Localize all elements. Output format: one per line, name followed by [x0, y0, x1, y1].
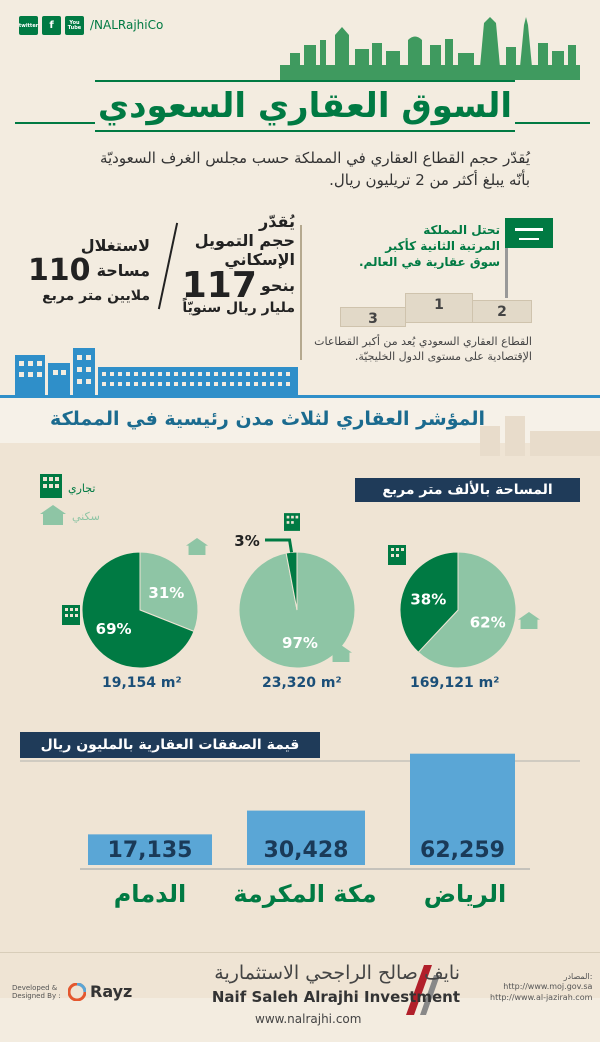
- makkah-commercial-icon: [284, 513, 300, 531]
- riyadh-residential-icon: [518, 612, 540, 629]
- ranking-line-3: سوق عقارية في العالم.: [359, 255, 500, 270]
- title-banner: [95, 80, 515, 132]
- sources: [490, 972, 592, 1003]
- developed-by-label: Developed & Designed By :: [12, 984, 61, 1000]
- bar-label-dammam: 17,135: [107, 838, 193, 863]
- area-tab: المساحة بالألف متر مربع: [355, 478, 580, 502]
- intro-line-1: يُقدّر حجم القطاع العقاري في المملكة حسب مجلس الغرف السعوديّة: [99, 149, 530, 167]
- dammam-commercial-icon: [62, 605, 80, 625]
- makkah-residential-icon: [330, 645, 352, 662]
- makkah-area-total: 23,320 m²: [262, 675, 342, 691]
- pie-label-0-0: 69%: [95, 619, 132, 638]
- ranking-line-2: المرتبة الثانية كأكبر: [385, 239, 500, 254]
- pie-label-2-1: 62%: [469, 613, 506, 632]
- podium-third: 3: [340, 307, 406, 327]
- pie-label-2-0: 38%: [410, 590, 447, 609]
- riyadh-area-total: 169,121 m²: [410, 675, 500, 691]
- commercial-building-icon: [40, 474, 62, 498]
- company-name-ar: نايف صالح الراجحي الاستثمارية: [214, 962, 460, 984]
- bar-label-makkah: 30,428: [263, 838, 349, 863]
- rayz-label: Rayz: [90, 982, 133, 1001]
- city-name-dammam: الدمام: [113, 880, 187, 908]
- finance-label-3: الإسكاني: [224, 250, 295, 269]
- section2-title: المؤشر العقاري لثلاث مدن رئيسية في المملكة: [50, 408, 485, 430]
- ranking-note: [272, 335, 532, 365]
- section-buildings-decor: [480, 416, 600, 456]
- sources-label: المصادر:: [563, 972, 593, 981]
- pie-label-1-0: 3%: [234, 532, 260, 550]
- source-link-1[interactable]: http://www.moj.gov.sa: [503, 982, 593, 992]
- land-stat: [20, 236, 150, 304]
- youtube-icon[interactable]: You Tube: [65, 16, 84, 35]
- saudi-flag-icon: [505, 218, 553, 252]
- finance-label-2: حجم التمويل: [194, 231, 295, 250]
- finance-prefix: بنحو: [260, 276, 295, 295]
- finance-stat: [150, 212, 295, 316]
- rayz-logo-icon: [68, 983, 86, 1001]
- flag-pole: [505, 248, 508, 298]
- footer-divider: [0, 952, 600, 953]
- ranking-note-line-2: الإقتصادية على مستوى الدول الخليجيّة.: [354, 349, 532, 363]
- intro-line-2: بأنّه يبلغ أكثر من 2 تريليون ريال.: [329, 170, 530, 189]
- pie-leader-1: [265, 540, 292, 552]
- legend-residential: سكني: [72, 510, 100, 523]
- deals-tab: قيمة الصفقات العقارية بالمليون ريال: [20, 732, 320, 758]
- rayz-logo[interactable]: [68, 982, 132, 1001]
- podium-first: 1: [405, 293, 473, 323]
- ranking-note-line-1: القطاع العقاري السعودي يُعد من أكبر القطاعات: [314, 335, 532, 348]
- pie-label-1-1: 97%: [282, 633, 318, 652]
- pie-label-0-1: 31%: [148, 584, 185, 603]
- main-title: السوق العقاري السعودي: [97, 86, 513, 126]
- ranking-text: [300, 222, 500, 271]
- bars-baseline: [80, 868, 530, 870]
- podium-second: 2: [472, 300, 532, 323]
- city-name-makkah: مكة المكرمة: [233, 880, 377, 908]
- legend-commercial: تجاري: [68, 482, 96, 495]
- land-label: لاستغلال: [80, 236, 150, 255]
- skyline-illustration: [280, 15, 580, 80]
- finance-value: 117: [181, 265, 257, 306]
- land-unit: ملايين متر مربع: [42, 288, 150, 304]
- ranking-line-1: تحتل المملكة: [423, 223, 500, 237]
- source-link-2[interactable]: http://www.al-jazirah.com: [490, 992, 593, 1002]
- website-link[interactable]: www.nalrajhi.com: [255, 1012, 362, 1026]
- facebook-icon[interactable]: f: [42, 16, 61, 35]
- riyadh-commercial-icon: [388, 545, 406, 565]
- buildings-illustration: [15, 345, 305, 395]
- intro-text: [60, 148, 530, 192]
- finance-unit: مليار ريال سنويّاً: [182, 300, 295, 316]
- land-label-2: مساحة: [96, 261, 150, 280]
- company-name-en: Naif Saleh Alrajhi Investment: [211, 988, 460, 1006]
- social-links: [19, 16, 84, 35]
- area-pie-charts: [0, 520, 600, 700]
- social-handle[interactable]: /NALRajhiCo: [90, 18, 164, 32]
- dammam-area-total: 19,154 m²: [102, 675, 182, 691]
- land-value: 110: [27, 253, 91, 288]
- city-name-riyadh: الرياض: [423, 880, 507, 908]
- bar-label-riyadh: 62,259: [420, 838, 505, 863]
- finance-label-1: يُقدّر: [259, 212, 295, 231]
- twitter-icon[interactable]: twitter: [19, 16, 38, 35]
- dammam-residential-icon: [186, 538, 208, 555]
